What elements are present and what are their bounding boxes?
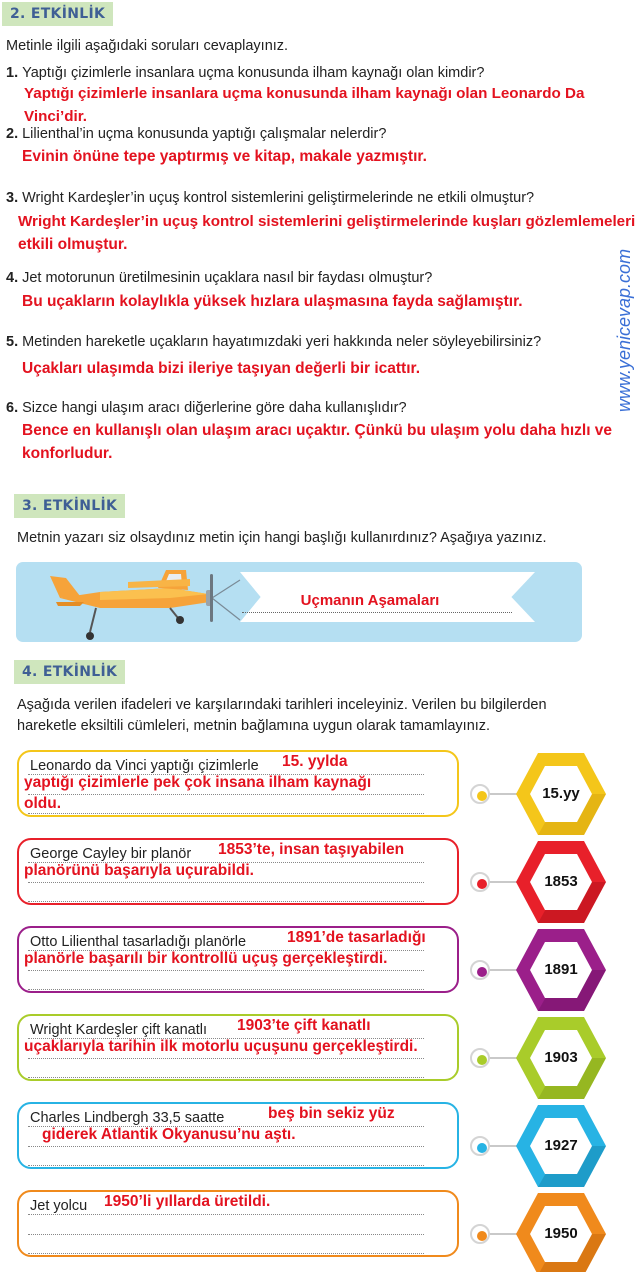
activity-2-instruction: Metinle ilgili aşağıdaki soruları cevaplayınız. — [6, 38, 289, 54]
question-text: Sizce hangi ulaşım aracı diğerlerine göre daha kullanışlıdır? — [22, 400, 407, 416]
date-label: 1891 — [544, 961, 578, 978]
fill-line — [28, 813, 424, 814]
question-text: Jet motorunun üretilmesinin uçaklara nasıl bir faydası olmuştur? — [22, 270, 433, 286]
question-number: 2. — [6, 126, 19, 142]
question-text: Wright Kardeşler’in uçuş kontrol sistemlerini geliştirmelerinde ne etkili olmuştur? — [22, 190, 535, 206]
watermark-text: www.yenicevap.com — [614, 248, 634, 412]
completion-text-1: 15. yylda — [282, 753, 348, 770]
connector-dot — [477, 791, 487, 801]
fill-line — [28, 794, 424, 795]
completion-text-1: beş bin sekiz yüz — [268, 1105, 395, 1122]
sentence-lead: Leonardo da Vinci yaptığı çizimlerle — [30, 758, 259, 774]
completion-text-2: uçaklarıyla tarihin ilk motorlu uçuşunu gerçekleştirdi. — [24, 1038, 418, 1055]
question-number: 4. — [6, 270, 19, 286]
connector-line — [486, 793, 518, 795]
completion-text-2: giderek Atlantik Okyanusu’nu aştı. — [42, 1126, 296, 1143]
answer-text: Evinin önüne tepe yaptırmış ve kitap, makale yazmıştır. — [22, 148, 427, 165]
sentence-lead: George Cayley bir planör — [30, 846, 192, 862]
completion-text-1: 1950’li yıllarda üretildi. — [104, 1193, 271, 1210]
connector-ring — [470, 872, 490, 892]
fill-line — [28, 970, 424, 971]
connector-dot — [477, 1055, 487, 1065]
activity-3-heading: 3. ETKİNLİK — [14, 494, 125, 518]
activity-4-instruction-cont: hareketle eksiltili cümleleri, metnin bağlamına uygun olarak tamamlayınız. — [17, 718, 491, 734]
fill-line — [28, 901, 424, 902]
answer-text-cont: etkili olmuştur. — [18, 236, 128, 253]
connector-line — [486, 1145, 518, 1147]
question-number: 1. — [6, 65, 19, 81]
fill-line — [28, 1234, 424, 1235]
answer-text: Bence en kullanışlı olan ulaşım aracı uçaktır. Çünkü bu ulaşım yolu daha hızlı ve — [22, 422, 613, 439]
answer-text: Wright Kardeşler’in uçuş kontrol sistemlerini geliştirmelerinde kuşları gözlemlemeleri — [18, 213, 636, 230]
date-label: 1950 — [544, 1225, 578, 1242]
sentence-lead: Jet yolcu — [30, 1198, 88, 1214]
answer-text: Yaptığı çizimlerle insanlara uçma konusunda ilham kaynağı olan Leonardo Da Vinci’dir. — [24, 85, 585, 125]
question-text: Lilienthal’in uçma konusunda yaptığı çalışmalar nelerdir? — [22, 126, 387, 142]
answer-text: Uçakları ulaşımda bizi ileriye taşıyan değerli bir icattır. — [22, 360, 421, 377]
connector-dot — [477, 1143, 487, 1153]
title-answer-line — [242, 612, 512, 613]
activity-3-instruction: Metnin yazarı siz olsaydınız metin için hangi başlığı kullanırdınız? Aşağıya yazınız. — [17, 530, 547, 546]
connector-ring — [470, 1224, 490, 1244]
question-number: 3. — [6, 190, 19, 206]
completion-text-2: yaptığı çizimlerle pek çok insana ilham kaynağı — [24, 774, 372, 791]
sentence-lead: Otto Lilienthal tasarladığı planörle — [30, 934, 247, 950]
question-text: Metinden hareketle uçakların hayatımızdaki yeri hakkında neler söyleyebilirsiniz? — [22, 334, 542, 350]
fill-line — [28, 1058, 424, 1059]
watermark — [611, 186, 637, 416]
fill-line — [28, 1077, 424, 1078]
question-text: Yaptığı çizimlerle insanlara uçma konusunda ilham kaynağı olan kimdir? — [22, 65, 485, 81]
date-label: 1927 — [544, 1137, 578, 1154]
connector-ring — [470, 784, 490, 804]
completion-text-1: 1891’de tasarladığı — [287, 929, 426, 946]
fill-line — [28, 882, 424, 883]
connector-line — [486, 969, 518, 971]
fill-line — [28, 989, 424, 990]
connector-dot — [477, 1231, 487, 1241]
fill-line — [28, 1165, 424, 1166]
activity-2-heading: 2. ETKİNLİK — [2, 2, 113, 26]
sentence-lead: Wright Kardeşler çift kanatlı — [30, 1022, 208, 1038]
fill-line — [28, 1146, 424, 1147]
connector-line — [486, 1057, 518, 1059]
connector-dot — [477, 879, 487, 889]
date-label: 15.yy — [542, 785, 580, 802]
answer-text-cont: konforludur. — [22, 445, 113, 462]
airplane-illustration — [40, 562, 270, 642]
activity-4-instruction: Aşağıda verilen ifadeleri ve karşılarındaki tarihleri inceleyiniz. Verilen bu bilgilerden — [17, 697, 547, 713]
question-number: 5. — [6, 334, 19, 350]
connector-ring — [470, 1048, 490, 1068]
answer-text: Bu uçakların kolaylıkla yüksek hızlara ulaşmasına fayda sağlamıştır. — [22, 293, 523, 310]
date-label: 1903 — [544, 1049, 578, 1066]
completion-text-1: 1853’te, insan taşıyabilen — [218, 841, 405, 858]
connector-ring — [470, 1136, 490, 1156]
connector-line — [486, 881, 518, 883]
sentence-lead: Charles Lindbergh 33,5 saatte — [30, 1110, 225, 1126]
fill-line — [28, 1253, 424, 1254]
completion-text-2: planörle başarılı bir kontrollü uçuş gerçekleştirdi. — [24, 950, 388, 967]
completion-text-2: planörünü başarıyla uçurabildi. — [24, 862, 254, 879]
connector-ring — [470, 960, 490, 980]
date-label: 1853 — [544, 873, 578, 890]
completion-text-3: oldu. — [24, 795, 62, 812]
title-answer: Uçmanın Aşamaları — [300, 592, 440, 609]
connector-line — [486, 1233, 518, 1235]
activity-4-heading: 4. ETKİNLİK — [14, 660, 125, 684]
completion-text-1: 1903’te çift kanatlı — [237, 1017, 371, 1034]
fill-line — [28, 1214, 424, 1215]
question-number: 6. — [6, 400, 19, 416]
connector-dot — [477, 967, 487, 977]
